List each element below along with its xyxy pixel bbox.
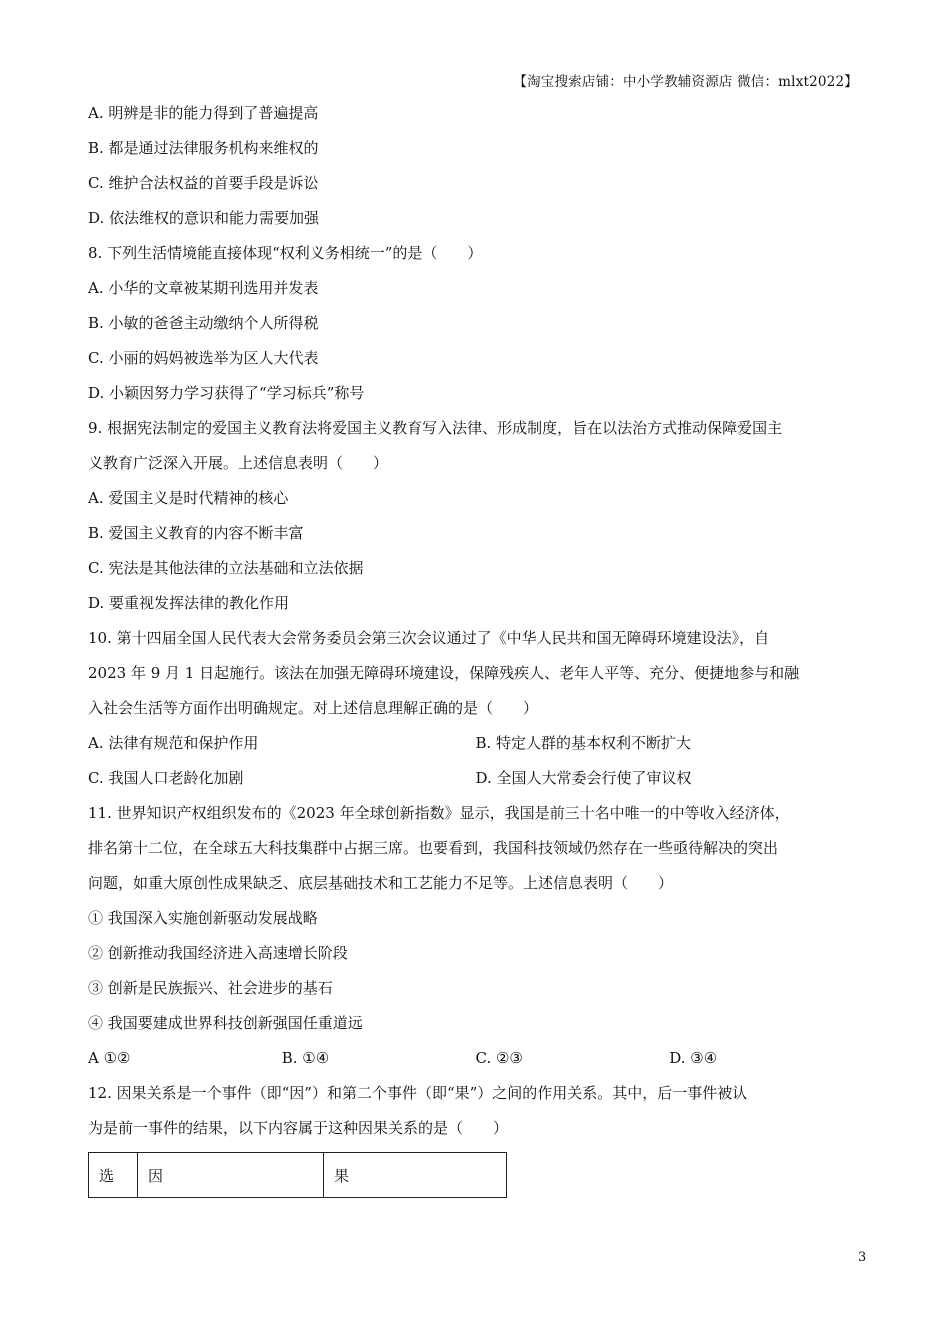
q11-stem-line2: 排名第十二位，在全球五大科技集群中占据三席。也要看到，我国科技领域仍然存在一些亟待解决的突出 — [88, 839, 779, 857]
q10-options-row1 — [88, 726, 863, 761]
q11-stem-line1: 11. 世界知识产权组织发布的《2023 年全球创新指数》显示，我国是前三十名中唯一的中等收入经济体， — [88, 804, 790, 822]
q10-option-c: C. 我国人口老龄化加剧 — [88, 769, 244, 787]
q8-option-b: B. 小敏的爸爸主动缴纳个人所得税 — [88, 314, 319, 332]
q8-stem: 8. 下列生活情境能直接体现“权利义务相统一”的是（ ） — [88, 244, 483, 262]
q11-stem-line3: 问题，如重大原创性成果缺乏、底层基础技术和工艺能力不足等。上述信息表明（ ） — [88, 874, 674, 892]
q11-statement-2: ② 创新推动我国经济进入高速增长阶段 — [88, 944, 348, 962]
q9-stem-line1: 9. 根据宪法制定的爱国主义教育法将爱国主义教育写入法律、形成制度，旨在以法治方式推动保障爱国主 — [88, 419, 783, 437]
q10-stem-line2: 2023 年 9 月 1 日起施行。该法在加强无障碍环境建设，保障残疾人、老年人平等、充分、便捷地参与和融 — [88, 664, 800, 682]
q12-stem-line2: 为是前一事件的结果，以下内容属于这种因果关系的是（ ） — [88, 1119, 509, 1137]
header-watermark-note: 【淘宝搜索店铺：中小学教辅资源店 微信：mlxt2022】 — [513, 74, 858, 90]
q10-option-a: A. 法律有规范和保护作用 — [88, 734, 259, 752]
q9-option-d: D. 要重视发挥法律的教化作用 — [88, 594, 290, 612]
q8-option-a: A. 小华的文章被某期刊选用并发表 — [88, 279, 319, 297]
q12-header-effect: 果 — [324, 1153, 507, 1198]
page-number: 3 — [858, 1250, 867, 1265]
q11-option-c: C. ②③ — [475, 1049, 523, 1067]
q7-option-d: D. 依法维权的意识和能力需要加强 — [88, 209, 320, 227]
q11-statement-3: ③ 创新是民族振兴、社会进步的基石 — [88, 979, 333, 997]
q11-option-b: B. ①④ — [281, 1049, 330, 1067]
q11-statement-4: ④ 我国要建成世界科技创新强国任重道远 — [88, 1014, 363, 1032]
q11-option-d: D. ③④ — [669, 1049, 718, 1067]
q12-stem-line1: 12. 因果关系是一个事件（即“因”）和第二个事件（即“果”）之间的作用关系。其中，后一事件被认 — [88, 1084, 748, 1102]
q7-option-c: C. 维护合法权益的首要手段是诉讼 — [88, 174, 319, 192]
q10-option-b: B. 特定人群的基本权利不断扩大 — [475, 734, 692, 752]
q10-option-d: D. 全国人大常委会行使了审议权 — [475, 769, 692, 787]
q11-option-a: A ①② — [88, 1049, 131, 1067]
q9-stem-line2: 义教育广泛深入开展。上述信息表明（ ） — [88, 454, 389, 472]
q7-option-b: B. 都是通过法律服务机构来维权的 — [88, 139, 319, 157]
q8-option-c: C. 小丽的妈妈被选举为区人大代表 — [88, 349, 319, 367]
q12-header-cause: 因 — [138, 1153, 324, 1198]
q9-option-b: B. 爱国主义教育的内容不断丰富 — [88, 524, 304, 542]
q8-option-d: D. 小颖因努力学习获得了“学习标兵”称号 — [88, 384, 365, 402]
q11-statement-1: ① 我国深入实施创新驱动发展战略 — [88, 909, 318, 927]
q12-table — [88, 1152, 507, 1198]
q10-options-row2 — [88, 761, 863, 796]
q12-table-header-row — [89, 1153, 507, 1198]
q10-stem-line1: 10. 第十四届全国人民代表大会常务委员会第三次会议通过了《中华人民共和国无障碍环境建设法》，自 — [88, 629, 770, 647]
q9-option-c: C. 宪法是其他法律的立法基础和立法依据 — [88, 559, 364, 577]
q7-option-a: A. 明辨是非的能力得到了普遍提高 — [88, 104, 319, 122]
q12-header-option: 选 — [89, 1153, 138, 1198]
q9-option-a: A. 爱国主义是时代精神的核心 — [88, 489, 289, 507]
q11-options-row — [88, 1041, 863, 1076]
q10-stem-line3: 入社会生活等方面作出明确规定。对上述信息理解正确的是（ ） — [88, 699, 539, 717]
exam-content — [88, 96, 863, 1198]
